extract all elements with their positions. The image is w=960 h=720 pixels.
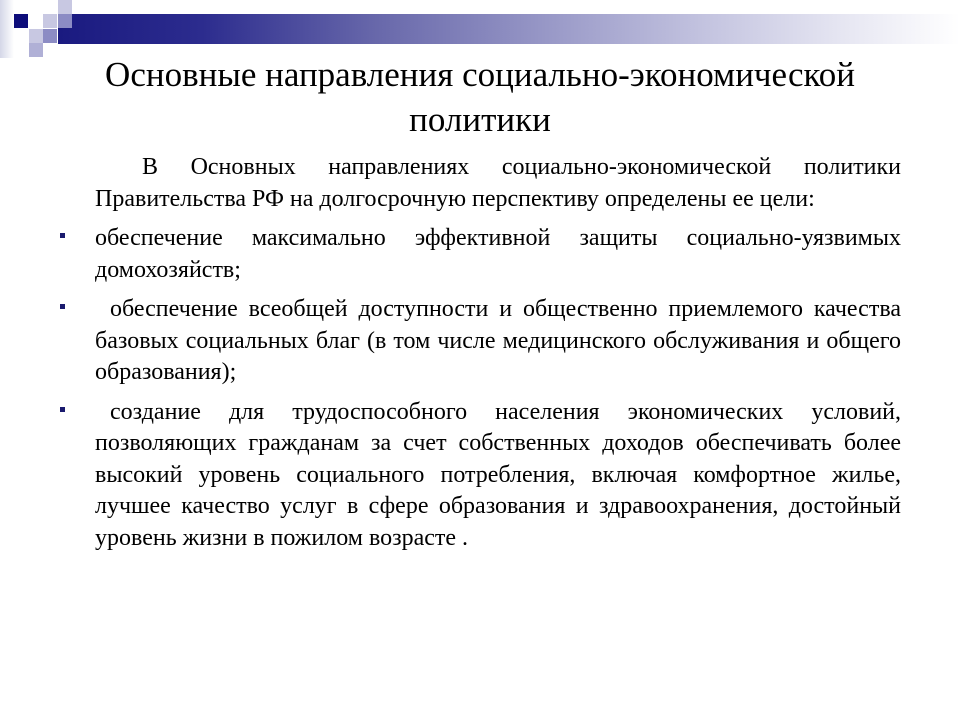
- left-edge-fade: [0, 0, 14, 58]
- header-gradient-bar: [58, 14, 960, 44]
- slide-body: [95, 152, 901, 562]
- square-bullet-icon: [60, 233, 65, 238]
- decor-square-icon: [43, 14, 57, 28]
- bullet-item: [95, 223, 901, 286]
- square-bullet-icon: [60, 407, 65, 412]
- decor-square-icon: [14, 14, 28, 28]
- decor-square-icon: [43, 29, 57, 43]
- decor-square-icon: [29, 29, 43, 43]
- decor-square-icon: [58, 0, 72, 14]
- bullet-item: [95, 397, 901, 555]
- bullet-text: обеспечение всеобщей доступности и общественно приемлемого качества базовых социальных благ (в том числе медицинского обслуживания и общего образования);: [95, 296, 901, 385]
- square-bullet-icon: [60, 304, 65, 309]
- bullet-item: [95, 294, 901, 389]
- bullet-text: обеспечение максимально эффективной защиты социально-уязвимых домохозяйств;: [95, 225, 901, 283]
- bullet-text: создание для трудоспособного населения экономических условий, позволяющих гражданам за счет собственных доходов обеспечивать более высокий уровень социального потребления, включая комфортное жилье, лучшее качество услуг в сфере образования и здравоохранения, достойный уровень жизни в пожилом возрасте .: [95, 398, 901, 551]
- slide-title: Основные направления социально-экономической политики: [105, 55, 855, 139]
- intro-paragraph: В Основных направлениях социально-экономической политики Правительства РФ на долгосрочную перспективу определены ее цели:: [95, 154, 901, 212]
- decor-square-icon: [58, 14, 72, 28]
